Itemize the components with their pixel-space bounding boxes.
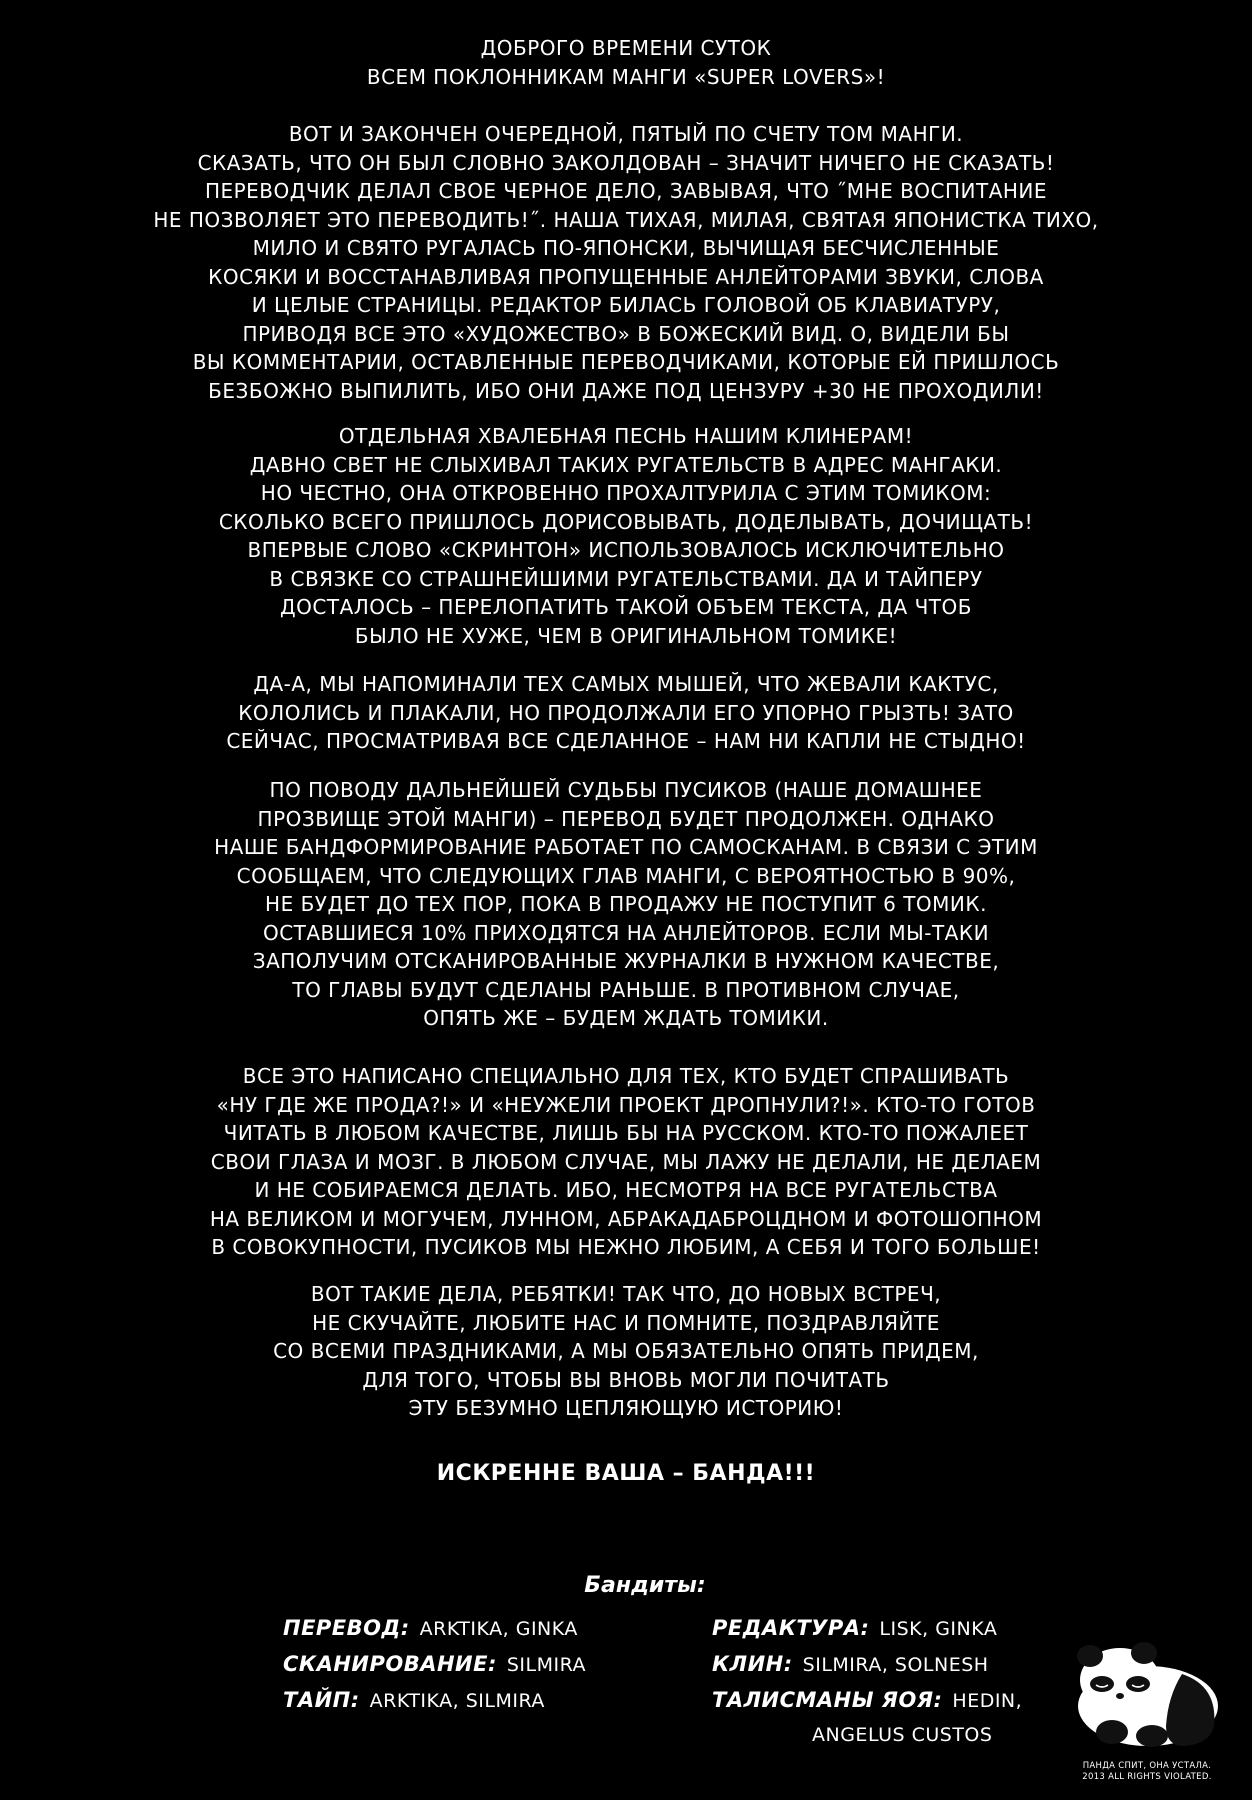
text-line: СКАЗАТЬ, ЧТО ОН БЫЛ СЛОВНО ЗАКОЛДОВАН – ЗНАЧИТ НИЧЕГО НЕ СКАЗАТЬ!	[197, 150, 1055, 175]
greeting	[90, 34, 1162, 91]
text-line: ВПЕРВЫЕ СЛОВО «СКРИНТОН» ИСПОЛЬЗОВАЛОСЬ ИСКЛЮЧИТЕЛЬНО	[247, 538, 1005, 562]
credit-mascots	[712, 1688, 1022, 1712]
text-line: СЕЙЧАС, ПРОСМАТРИВАЯ ВСЕ СДЕЛАННОЕ – НАМ НИ КАПЛИ НЕ СТЫДНО!	[226, 729, 1026, 753]
text-line: ВЫ КОММЕНТАРИИ, ОСТАВЛЕННЫЕ ПЕРЕВОДЧИКАМИ, КОТОРЫЕ ЕЙ ПРИШЛОСЬ	[192, 350, 1060, 374]
text-line: БЫЛО НЕ ХУЖЕ, ЧЕМ В ОРИГИНАЛЬНОМ ТОМИКЕ!	[354, 623, 898, 648]
credit-typing	[283, 1688, 545, 1712]
text-line: КОСЯКИ И ВОССТАНАВЛИВАЯ ПРОПУЩЕННЫЕ АНЛЕЙТОРАМИ ЗВУКИ, СЛОВА	[208, 264, 1044, 289]
paragraph-mice	[90, 670, 1162, 756]
text-line: БЕЗБОЖНО ВЫПИЛИТЬ, ИБО ОНИ ДАЖЕ ПОД ЦЕНЗУРУ +30 НЕ ПРОХОДИЛИ!	[208, 378, 1044, 403]
text-line: ВОТ ТАКИЕ ДЕЛА, РЕБЯТКИ! ТАК ЧТО, ДО НОВЫХ ВСТРЕЧ,	[310, 1282, 942, 1306]
credit-names: ARKTIKA, GINKA	[419, 1618, 578, 1640]
text-line: НО ЧЕСТНО, ОНА ОТКРОВЕННО ПРОХАЛТУРИЛА С ЭТИМ ТОМИКОМ:	[260, 481, 992, 505]
credit-role: ТАЙП:	[283, 1688, 360, 1712]
credit-role: ТАЛИСМАНЫ ЯОЯ:	[712, 1688, 943, 1712]
text-line: ДА-А, МЫ НАПОМИНАЛИ ТЕХ САМЫХ МЫШЕЙ, ЧТО ЖЕВАЛИ КАКТУС,	[253, 672, 999, 696]
text-line: СО ВСЕМИ ПРАЗДНИКАМИ, А МЫ ОБЯЗАТЕЛЬНО ОПЯТЬ ПРИДЕМ,	[273, 1339, 979, 1363]
credit-names: SILMIRA	[506, 1654, 587, 1676]
footnote	[1052, 1761, 1242, 1783]
credit-scanning	[283, 1652, 586, 1676]
text-line: СВОИ ГЛАЗА И МОЗГ. В ЛЮБОМ СЛУЧАЕ, МЫ ЛАЖУ НЕ ДЕЛАЛИ, НЕ ДЕЛАЕМ	[210, 1149, 1042, 1174]
text-line: ЧИТАТЬ В ЛЮБОМ КАЧЕСТВЕ, ЛИШЬ БЫ НА РУССКОМ. КТО-ТО ПОЖАЛЕЕТ	[223, 1121, 1029, 1145]
text-line: ОПЯТЬ ЖЕ – БУДЕМ ЖДАТЬ ТОМИКИ.	[423, 1006, 829, 1030]
greeting-line: ВСЕМ ПОКЛОННИКАМ МАНГИ «SUPER LOVERS»!	[366, 64, 886, 89]
credit-editing	[712, 1616, 997, 1640]
text-line: ЗАПОЛУЧИМ ОТСКАНИРОВАННЫЕ ЖУРНАЛКИ В НУЖНОМ КАЧЕСТВЕ,	[252, 949, 1000, 973]
text-line: ДЛЯ ТОГО, ЧТОБЫ ВЫ ВНОВЬ МОГЛИ ПОЧИТАТЬ	[362, 1367, 890, 1392]
text-line: ВСЕ ЭТО НАПИСАНО СПЕЦИАЛЬНО ДЛЯ ТЕХ, КТО БУДЕТ СПРАШИВАТЬ	[242, 1064, 1010, 1088]
credit-role: СКАНИРОВАНИЕ:	[283, 1652, 497, 1676]
credit-names: SILMIRA, SOLNESH	[802, 1654, 989, 1676]
text-line: НЕ ПОЗВОЛЯЕТ ЭТО ПЕРЕВОДИТЬ!˝. НАША ТИХАЯ, МИЛАЯ, СВЯТАЯ ЯПОНИСТКА ТИХО,	[153, 207, 1099, 232]
text-line: И ЦЕЛЫЕ СТРАНИЦЫ. РЕДАКТОР БИЛАСЬ ГОЛОВОЙ ОБ КЛАВИАТУРУ,	[251, 293, 1001, 317]
text-line: В СВЯЗКЕ СО СТРАШНЕЙШИМИ РУГАТЕЛЬСТВАМИ. ДА И ТАЙПЕРУ	[269, 566, 983, 591]
credits-title: Бандиты:	[584, 1573, 706, 1598]
text-line: ПО ПОВОДУ ДАЛЬНЕЙШЕЙ СУДЬБЫ ПУСИКОВ (НАШЕ ДОМАШНЕЕ	[269, 778, 983, 802]
credit-cleaning	[712, 1652, 989, 1676]
credit-role: РЕДАКТУРА:	[712, 1616, 870, 1640]
text-line: ПРОЗВИЩЕ ЭТОЙ МАНГИ) – ПЕРЕВОД БУДЕТ ПРОДОЛЖЕН. ОДНАКО	[257, 806, 995, 831]
text-line: НАШЕ БАНДФОРМИРОВАНИЕ РАБОТАЕТ ПО САМОСКАНАМ. В СВЯЗИ С ЭТИМ	[214, 835, 1038, 859]
text-line: ВОТ И ЗАКОНЧЕН ОЧЕРЕДНОЙ, ПЯТЫЙ ПО СЧЕТУ ТОМ МАНГИ.	[288, 122, 964, 146]
paragraph-future	[90, 776, 1162, 1033]
greeting-line: ДОБРОГО ВРЕМЕНИ СУТОК	[480, 36, 772, 60]
footnote-line: ПАНДА СПИТ, ОНА УСТАЛА.	[1082, 1761, 1212, 1771]
credit-names: HEDIN,	[952, 1690, 1023, 1712]
text-line: МИЛО И СВЯТО РУГАЛАСЬ ПО-ЯПОНСКИ, ВЫЧИЩАЯ БЕСЧИСЛЕННЫЕ	[252, 236, 1000, 260]
credit-names: ANGELUS CUSTOS	[812, 1724, 993, 1746]
text-line: ЭТУ БЕЗУМНО ЦЕПЛЯЮЩУЮ ИСТОРИЮ!	[408, 1396, 844, 1420]
credit-role: ПЕРЕВОД:	[283, 1616, 410, 1640]
sleeping-panda-icon	[1062, 1640, 1222, 1750]
text-line: ПРИВОДЯ ВСЕ ЭТО «ХУДОЖЕСТВО» В БОЖЕСКИЙ ВИД. О, ВИДЕЛИ БЫ	[242, 321, 1010, 346]
credit-translation	[283, 1616, 578, 1640]
paragraph-farewell	[90, 1280, 1162, 1423]
text-line: НА ВЕЛИКОМ И МОГУЧЕМ, ЛУННОМ, АБРАКАДАБРОЦДНОМ И ФОТОШОПНОМ	[209, 1206, 1043, 1231]
credit-mascots-continued	[812, 1724, 992, 1746]
text-line: НЕ СКУЧАЙТЕ, ЛЮБИТЕ НАС И ПОМНИТЕ, ПОЗДРАВЛЯЙТЕ	[312, 1310, 940, 1335]
text-line: ДОСТАЛОСЬ – ПЕРЕЛОПАТИТЬ ТАКОЙ ОБЪЕМ ТЕКСТА, ДА ЧТОБ	[280, 595, 972, 619]
text-line: ДАВНО СВЕТ НЕ СЛЫХИВАЛ ТАКИХ РУГАТЕЛЬСТВ В АДРЕС МАНГАКИ.	[249, 452, 1003, 477]
text-line: НЕ БУДЕТ ДО ТЕХ ПОР, ПОКА В ПРОДАЖУ НЕ ПОСТУПИТ 6 ТОМИК.	[265, 892, 987, 916]
text-line: И НЕ СОБИРАЕМСЯ ДЕЛАТЬ. ИБО, НЕСМОТРЯ НА ВСЕ РУГАТЕЛЬСТВА	[254, 1178, 998, 1202]
text-line: ТО ГЛАВЫ БУДУТ СДЕЛАНЫ РАНЬШЕ. В ПРОТИВНОМ СЛУЧАЕ,	[292, 977, 960, 1002]
text-line: СКОЛЬКО ВСЕГО ПРИШЛОСЬ ДОРИСОВЫВАТЬ, ДОДЕЛЫВАТЬ, ДОЧИЩАТЬ!	[218, 509, 1034, 534]
text-line: КОЛОЛИСЬ И ПЛАКАЛИ, НО ПРОДОЛЖАЛИ ЕГО УПОРНО ГРЫЗТЬ! ЗАТО	[238, 700, 1014, 725]
text-line: ОТДЕЛЬНАЯ ХВАЛЕБНАЯ ПЕСНЬ НАШИМ КЛИНЕРАМ!	[338, 424, 914, 448]
credit-role: КЛИН:	[712, 1652, 793, 1676]
paragraph-questions	[90, 1062, 1162, 1262]
paragraph-volume-done	[90, 120, 1162, 405]
text-line: ПЕРЕВОДЧИК ДЕЛАЛ СВОЕ ЧЕРНОЕ ДЕЛО, ЗАВЫВАЯ, ЧТО ˝МНЕ ВОСПИТАНИЕ	[204, 179, 1048, 203]
text-line: ОСТАВШИЕСЯ 10% ПРИХОДЯТСЯ НА АНЛЕЙТОРОВ. ЕСЛИ МЫ-ТАКИ	[262, 920, 990, 945]
text-line: «НУ ГДЕ ЖЕ ПРОДА?!» И «НЕУЖЕЛИ ПРОЕКТ ДРОПНУЛИ?!». КТО-ТО ГОТОВ	[216, 1092, 1036, 1117]
signoff	[90, 1460, 1162, 1489]
signoff-text: ИСКРЕННЕ ВАША – БАНДА!!!	[436, 1461, 816, 1486]
credit-names: ARKTIKA, SILMIRA	[369, 1690, 545, 1712]
paragraph-cleaners	[90, 422, 1162, 650]
footnote-line: 2013 ALL RIGHTS VIOLATED.	[1082, 1772, 1212, 1782]
text-line: СООБЩАЕМ, ЧТО СЛЕДУЮЩИХ ГЛАВ МАНГИ, С ВЕРОЯТНОСТЬЮ В 90%,	[236, 863, 1016, 888]
text-line: В СОВОКУПНОСТИ, ПУСИКОВ МЫ НЕЖНО ЛЮБИМ, А СЕБЯ И ТОГО БОЛЬШЕ!	[211, 1235, 1041, 1259]
credit-names: LISK, GINKA	[879, 1618, 998, 1640]
